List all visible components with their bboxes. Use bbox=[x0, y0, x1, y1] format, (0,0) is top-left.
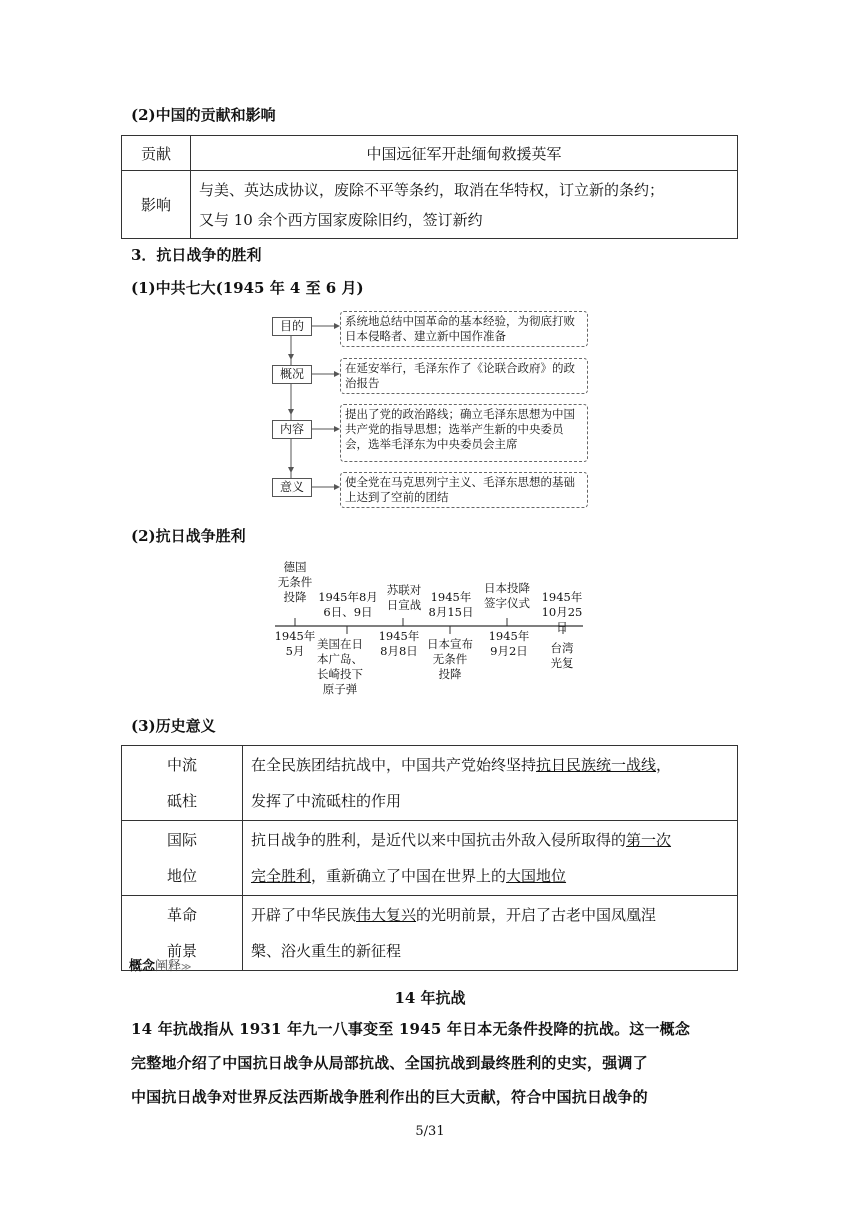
timeline-date bbox=[316, 590, 380, 620]
chevron-down-icon: ≫ bbox=[181, 962, 192, 973]
row-key-line: 前景 bbox=[166, 942, 197, 960]
row-key bbox=[122, 821, 243, 896]
diagram-text-overview: 在延安举行，毛泽东作了《论联合政府》的政治报告 bbox=[340, 358, 588, 394]
row-key-line: 国际 bbox=[166, 831, 197, 849]
paragraph-line: 14 年抗战指从 1931 年九一八事变至 1945 年日本无条件投降的抗战。这一概念 bbox=[131, 1020, 691, 1038]
timeline-text: 6日、9日 bbox=[323, 605, 373, 619]
text-span: 在全民族团结抗战中，中国共产党始终坚持 bbox=[251, 756, 537, 774]
row-value-line bbox=[251, 858, 729, 894]
concept-tag-text: 阐释 bbox=[155, 959, 182, 974]
timeline-text: 本广岛、 bbox=[317, 652, 363, 666]
underlined-term: 第一次 bbox=[626, 831, 672, 849]
subheading-victory: (2)抗日战争胜利 bbox=[131, 527, 246, 545]
underlined-term: 大国地位 bbox=[506, 867, 567, 885]
underlined-term: 完全胜利 bbox=[251, 867, 312, 885]
timeline-text: 日本投降 bbox=[484, 581, 530, 595]
timeline-text: 1945年 bbox=[541, 590, 583, 604]
timeline-event bbox=[422, 637, 478, 682]
timeline-date bbox=[376, 629, 422, 659]
text-span: 开辟了中华民族 bbox=[251, 906, 357, 924]
timeline-date bbox=[484, 629, 534, 659]
diagram-label-purpose: 目的 bbox=[272, 317, 312, 336]
timeline-text: 1945年 bbox=[378, 629, 420, 643]
table-row bbox=[122, 136, 738, 171]
timeline-text: 日本宣布 bbox=[427, 637, 473, 651]
subheading-significance: (3)历史意义 bbox=[131, 717, 216, 735]
diagram-text-significance: 使全党在马克思列宁主义、毛泽东思想的基础上达到了空前的团结 bbox=[340, 472, 588, 508]
timeline-text: 5月 bbox=[285, 644, 305, 658]
table-row bbox=[122, 821, 738, 896]
timeline-text: 投降 bbox=[438, 667, 462, 681]
row-value bbox=[191, 171, 738, 239]
underlined-term: 抗日民族统一战线 bbox=[536, 756, 657, 774]
row-key-line: 革命 bbox=[166, 906, 197, 924]
row-value-line bbox=[251, 822, 729, 858]
diagram-label-significance: 意义 bbox=[272, 478, 312, 497]
timeline-text: 1945年 bbox=[488, 629, 530, 643]
timeline-text: 8月15日 bbox=[428, 605, 474, 619]
section-heading-victory: 3．抗日战争的胜利 bbox=[131, 246, 262, 264]
timeline-text: 美国在日 bbox=[317, 637, 363, 651]
diagram-text-purpose: 系统地总结中国革命的基本经验，为彻底打败日本侵略者、建立新中国作准备 bbox=[340, 311, 588, 347]
timeline-text: 德国 bbox=[283, 560, 307, 574]
timeline-text: 1945年8月 bbox=[318, 590, 378, 604]
timeline-text: 9月2日 bbox=[490, 644, 528, 658]
table-row bbox=[122, 896, 738, 971]
concept-tag-bold: 概念 bbox=[129, 959, 156, 974]
timeline-event bbox=[312, 637, 368, 697]
concept-title: 14 年抗战 bbox=[394, 989, 466, 1007]
row-value-line: 发挥了中流砥柱的作用 bbox=[251, 792, 402, 810]
timeline-text: 10月25日 bbox=[541, 605, 583, 634]
timeline-date bbox=[426, 590, 476, 620]
concept-paragraph bbox=[131, 1012, 741, 1114]
row-value: 中国远征军开赴缅甸救援英军 bbox=[191, 136, 738, 171]
timeline-event bbox=[382, 583, 426, 613]
row-value bbox=[243, 746, 738, 821]
row-value-line bbox=[251, 897, 729, 933]
page-number: 5/31 bbox=[415, 1124, 445, 1139]
row-key bbox=[122, 746, 243, 821]
underlined-term: 伟大复兴 bbox=[356, 906, 417, 924]
timeline-text: 8月8日 bbox=[380, 644, 418, 658]
row-value bbox=[243, 896, 738, 971]
paragraph-line: 完整地介绍了中国抗日战争从局部抗战、全国抗战到最终胜利的史实，强调了 bbox=[131, 1054, 648, 1072]
diagram-label-content: 内容 bbox=[272, 420, 312, 439]
row-value-line: 又与 10 余个西方国家废除旧约，签订新约 bbox=[199, 210, 483, 229]
row-value bbox=[243, 821, 738, 896]
text-span: 抗日战争的胜利，是近代以来中国抗击外敌入侵所取得的 bbox=[251, 831, 627, 849]
row-key-line: 中流 bbox=[166, 756, 197, 774]
timeline-text: 台湾 bbox=[550, 641, 574, 655]
timeline-date bbox=[273, 629, 317, 659]
row-value-line: 槃、浴火重生的新征程 bbox=[251, 942, 402, 960]
timeline-event bbox=[478, 581, 536, 611]
table-row bbox=[122, 746, 738, 821]
section-heading-contribution: (2)中国的贡献和影响 bbox=[131, 106, 276, 124]
subheading-seventh-congress: (1)中共七大(1945 年 4 至 6 月) bbox=[131, 279, 364, 297]
timeline-text: 长崎投下 bbox=[317, 667, 363, 681]
timeline-text: 签字仪式 bbox=[484, 596, 530, 610]
text-span: ，重新确立了中国在世界上的 bbox=[311, 867, 507, 885]
table-row bbox=[122, 171, 738, 239]
row-key-line: 地位 bbox=[166, 867, 197, 885]
timeline-text: 苏联对 bbox=[386, 583, 422, 597]
timeline-text: 无条件 bbox=[432, 652, 468, 666]
timeline-text: 无条件 bbox=[277, 575, 313, 589]
diagram-text-content: 提出了党的政治路线；确立毛泽东思想为中国共产党的指导思想；选举产生新的中央委员会，选举毛泽东为中央委员会主席 bbox=[340, 404, 588, 462]
timeline-text: 原子弹 bbox=[322, 682, 358, 696]
diagram-label-overview: 概况 bbox=[272, 365, 312, 384]
row-key: 贡献 bbox=[122, 136, 191, 171]
row-key-line: 砥柱 bbox=[166, 792, 197, 810]
text-span: 的光明前景，开启了古老中国凤凰涅 bbox=[416, 906, 657, 924]
timeline-event bbox=[275, 560, 315, 605]
text-span: ， bbox=[656, 756, 672, 774]
timeline-event bbox=[542, 641, 582, 671]
timeline-text: 1945年 bbox=[274, 629, 316, 643]
paragraph-line: 中国抗日战争对世界反法西斯战争胜利作出的巨大贡献，符合中国抗日战争的 bbox=[131, 1088, 648, 1106]
significance-table bbox=[121, 745, 738, 971]
contribution-table bbox=[121, 135, 738, 239]
row-value-line bbox=[251, 747, 729, 783]
timeline-text: 光复 bbox=[550, 656, 574, 670]
timeline-text: 日宣战 bbox=[386, 598, 422, 612]
timeline-date bbox=[536, 590, 588, 635]
timeline-text: 1945年 bbox=[430, 590, 472, 604]
concept-tag bbox=[129, 955, 192, 974]
timeline-text: 投降 bbox=[283, 590, 307, 604]
row-key: 影响 bbox=[122, 171, 191, 239]
row-value-line: 与美、英达成协议，废除不平等条约，取消在华特权，订立新的条约； bbox=[199, 180, 665, 199]
